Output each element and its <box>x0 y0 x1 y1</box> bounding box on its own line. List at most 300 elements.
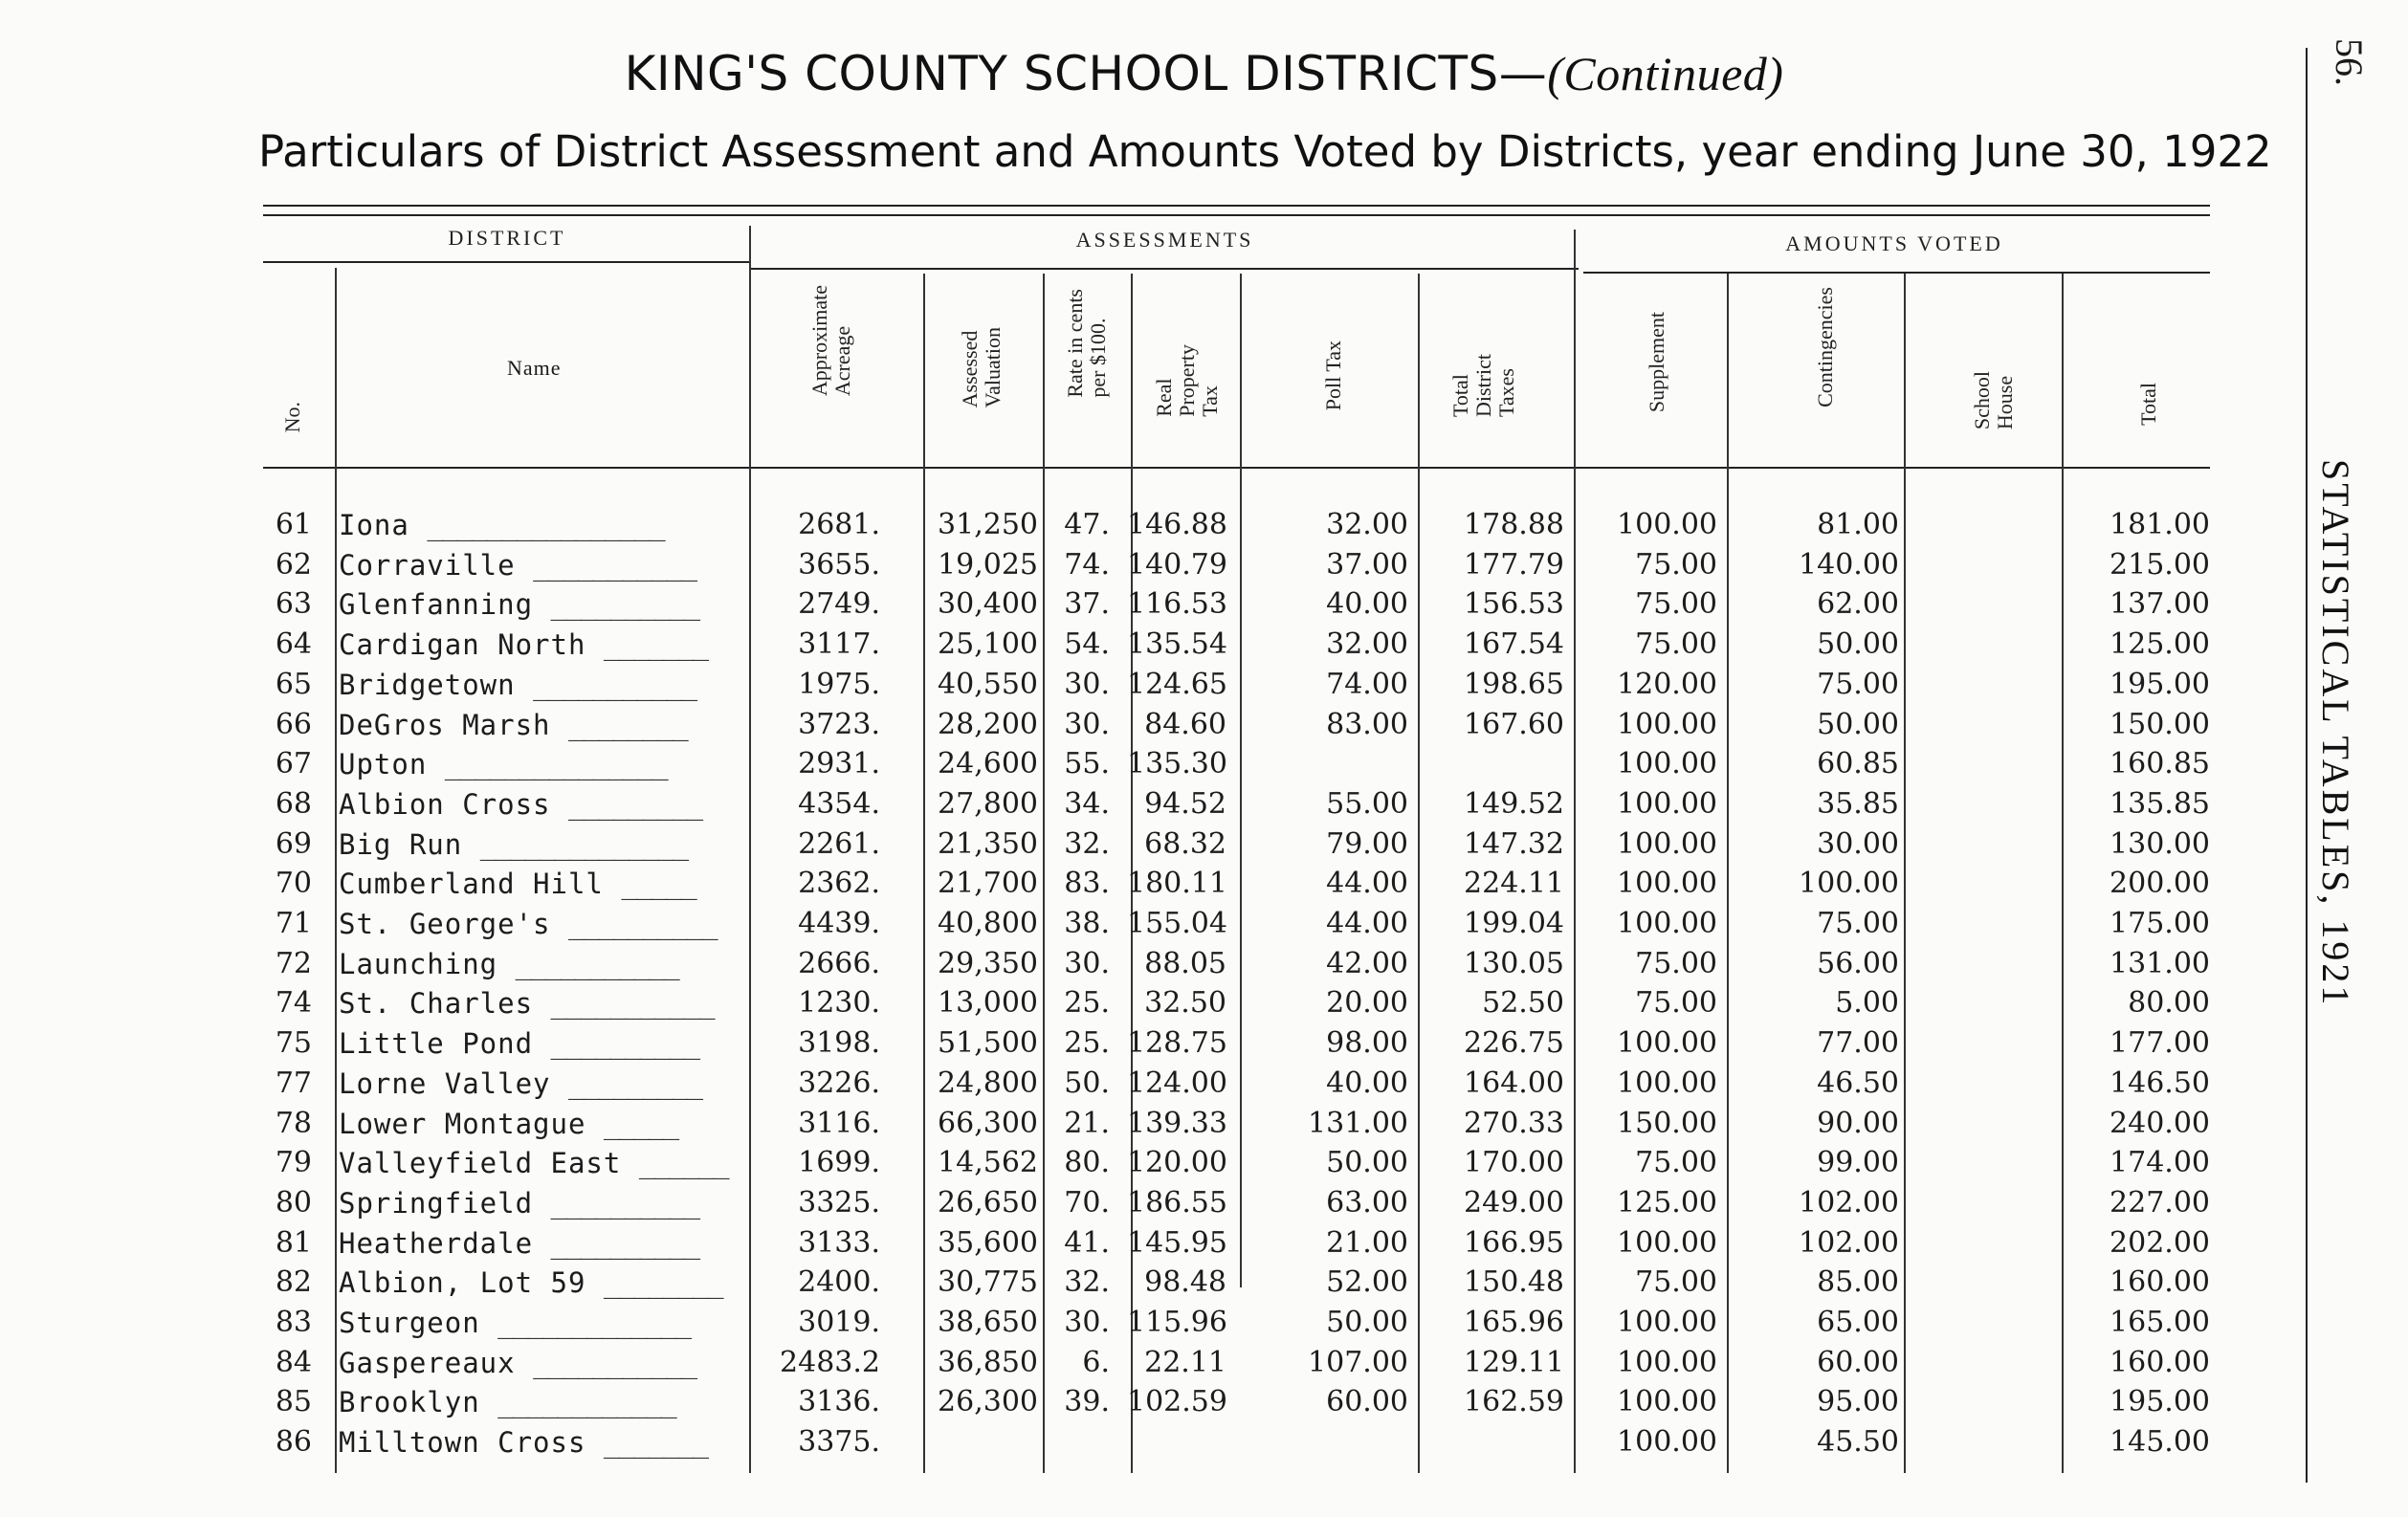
col-name: Name <box>507 356 562 380</box>
supplement-cell: 100.00 <box>1617 867 1717 901</box>
group-rule-assessments <box>751 268 1579 270</box>
valuation-cell: 40,550 <box>938 667 1038 701</box>
total-taxes-cell: 156.53 <box>1464 587 1564 622</box>
acreage-cell: 2400. <box>798 1265 880 1300</box>
real-tax-cell: 116.53 <box>1127 587 1227 622</box>
total-taxes-cell: 178.88 <box>1464 508 1564 541</box>
district-name: Glenfanning <box>339 588 534 622</box>
poll-tax-cell: 42.00 <box>1326 946 1408 980</box>
leader-dots: _____ <box>603 1107 678 1140</box>
leader-dots: _______ <box>603 1426 708 1460</box>
district-name-cell <box>339 1104 736 1144</box>
total-voted-cell: 200.00 <box>2110 867 2210 901</box>
rate-cell: 70. <box>1064 1185 1110 1220</box>
contingencies-cell: 100.00 <box>1799 867 1899 901</box>
col-supplement: Supplement <box>1645 312 1668 413</box>
valuation-cell: 28,200 <box>938 707 1038 741</box>
contingencies-cell: 75.00 <box>1817 907 1899 940</box>
valuation-cell: 21,350 <box>938 826 1038 861</box>
rate-cell: 38. <box>1064 907 1110 940</box>
acreage-cell: 3723. <box>798 707 880 741</box>
table-row <box>0 1223 2334 1264</box>
valuation-cell: 19,025 <box>938 547 1038 582</box>
rate-cell: 37. <box>1064 587 1110 622</box>
supplement-cell: 100.00 <box>1617 1385 1717 1419</box>
valuation-cell: 36,850 <box>938 1345 1038 1379</box>
valuation-cell: 30,400 <box>938 587 1038 622</box>
col-school-house: School House <box>1970 371 2017 430</box>
district-no: 83 <box>275 1306 312 1339</box>
total-taxes-cell: 149.52 <box>1464 786 1564 821</box>
real-tax-cell: 98.48 <box>1144 1265 1226 1300</box>
valuation-cell: 31,250 <box>938 508 1038 541</box>
col-contingencies: Contingencies <box>1813 287 1837 407</box>
supplement-cell: 75.00 <box>1635 587 1717 622</box>
total-voted-cell: 227.00 <box>2110 1185 2210 1220</box>
leader-dots: ______ <box>638 1147 728 1180</box>
col-total-taxes: Total District Taxes <box>1448 354 1518 417</box>
district-name-cell <box>339 665 736 705</box>
supplement-cell: 100.00 <box>1617 826 1717 861</box>
district-name-cell <box>339 864 736 904</box>
district-name-cell <box>339 625 736 665</box>
supplement-cell: 100.00 <box>1617 1306 1717 1339</box>
leader-dots: _____ <box>621 868 696 901</box>
poll-tax-cell: 131.00 <box>1308 1106 1408 1140</box>
valuation-cell: 29,350 <box>938 946 1038 980</box>
leader-dots: ___________ <box>533 1346 696 1379</box>
real-tax-cell: 88.05 <box>1144 946 1226 980</box>
acreage-cell: 2931. <box>798 747 880 781</box>
leader-dots: ___________ <box>515 947 678 980</box>
table-row <box>0 705 2334 745</box>
district-name-cell <box>339 505 736 545</box>
table-row <box>0 904 2334 944</box>
total-voted-cell: 195.00 <box>2110 667 2210 701</box>
real-tax-cell: 115.96 <box>1127 1306 1227 1339</box>
total-voted-cell: 125.00 <box>2110 627 2210 662</box>
leader-dots: __________ <box>550 588 699 622</box>
district-name: Springfield <box>339 1186 534 1220</box>
district-name-cell <box>339 1382 736 1422</box>
district-name-cell <box>339 705 736 745</box>
total-taxes-cell: 164.00 <box>1464 1066 1564 1100</box>
total-taxes-cell: 249.00 <box>1464 1185 1564 1220</box>
supplement-cell: 75.00 <box>1635 986 1717 1021</box>
group-assessments: ASSESSMENTS <box>1075 228 1254 252</box>
poll-tax-cell: 98.00 <box>1326 1026 1408 1061</box>
acreage-cell: 2362. <box>798 867 880 901</box>
table-row <box>0 983 2334 1023</box>
acreage-cell: 2483.2 <box>780 1345 880 1379</box>
real-tax-cell: 155.04 <box>1127 907 1227 940</box>
total-voted-cell: 131.00 <box>2110 946 2210 980</box>
supplement-cell: 100.00 <box>1617 747 1717 781</box>
rate-cell: 54. <box>1064 627 1110 662</box>
rate-cell: 32. <box>1064 1265 1110 1300</box>
acreage-cell: 3198. <box>798 1026 880 1061</box>
total-voted-cell: 160.85 <box>2110 747 2210 781</box>
leader-dots: ____________ <box>497 1386 675 1419</box>
district-name-cell <box>339 584 736 625</box>
contingencies-cell: 60.00 <box>1817 1345 1899 1379</box>
poll-tax-cell: 50.00 <box>1326 1146 1408 1180</box>
table-row <box>0 1183 2334 1223</box>
real-tax-cell: 146.88 <box>1127 508 1227 541</box>
district-name: Gaspereaux <box>339 1346 516 1379</box>
leader-dots: __________ <box>567 908 717 940</box>
real-tax-cell: 94.52 <box>1144 786 1226 821</box>
rate-cell: 47. <box>1064 508 1110 541</box>
valuation-cell: 26,650 <box>938 1185 1038 1220</box>
real-tax-cell: 124.00 <box>1127 1066 1227 1100</box>
acreage-cell: 3019. <box>798 1306 880 1339</box>
real-tax-cell: 186.55 <box>1127 1185 1227 1220</box>
rate-cell: 30. <box>1064 946 1110 980</box>
leader-dots: ___________ <box>550 987 714 1021</box>
district-name-cell <box>339 1064 736 1104</box>
rate-cell: 21. <box>1064 1106 1110 1140</box>
district-no: 62 <box>275 547 312 582</box>
district-no: 71 <box>275 907 312 940</box>
col-real-tax: Real Property Tax <box>1152 344 1222 417</box>
district-name-cell <box>339 744 736 784</box>
total-taxes-cell: 226.75 <box>1464 1026 1564 1061</box>
side-heading: STATISTICAL TABLES, 1921 <box>2314 459 2357 1008</box>
real-tax-cell: 22.11 <box>1144 1345 1226 1379</box>
real-tax-cell: 32.50 <box>1144 986 1226 1021</box>
total-voted-cell: 80.00 <box>2128 986 2210 1021</box>
poll-tax-cell: 40.00 <box>1326 1066 1408 1100</box>
acreage-cell: 3226. <box>798 1066 880 1100</box>
supplement-cell: 75.00 <box>1635 1146 1717 1180</box>
district-name: Launching <box>339 947 498 980</box>
acreage-cell: 3375. <box>798 1425 880 1460</box>
valuation-cell: 24,600 <box>938 747 1038 781</box>
leader-dots: ________ <box>567 708 687 741</box>
valuation-cell: 14,562 <box>938 1146 1038 1180</box>
poll-tax-cell: 55.00 <box>1326 786 1408 821</box>
title-main: KING'S COUNTY SCHOOL DISTRICTS— <box>624 46 1548 101</box>
district-no: 70 <box>275 867 312 901</box>
supplement-cell: 100.00 <box>1617 786 1717 821</box>
district-name: Little Pond <box>339 1027 534 1061</box>
supplement-cell: 75.00 <box>1635 946 1717 980</box>
valuation-cell: 38,650 <box>938 1306 1038 1339</box>
total-taxes-cell: 198.65 <box>1464 667 1564 701</box>
rate-cell: 41. <box>1064 1225 1110 1260</box>
table-row <box>0 1064 2334 1104</box>
rate-cell: 55. <box>1064 747 1110 781</box>
poll-tax-cell: 107.00 <box>1308 1345 1408 1379</box>
total-voted-cell: 240.00 <box>2110 1106 2210 1140</box>
real-tax-cell: 140.79 <box>1127 547 1227 582</box>
valuation-cell: 26,300 <box>938 1385 1038 1419</box>
valuation-cell: 13,000 <box>938 986 1038 1021</box>
total-taxes-cell: 150.48 <box>1464 1265 1564 1300</box>
district-name-cell <box>339 784 736 824</box>
total-taxes-cell: 165.96 <box>1464 1306 1564 1339</box>
total-taxes-cell: 52.50 <box>1482 986 1564 1021</box>
acreage-cell: 2261. <box>798 826 880 861</box>
supplement-cell: 75.00 <box>1635 547 1717 582</box>
header-top-rule-2 <box>263 214 2210 216</box>
district-name: St. George's <box>339 908 551 940</box>
col-acreage: Approximate Acreage <box>807 285 854 397</box>
district-no: 72 <box>275 946 312 980</box>
rate-cell: 30. <box>1064 707 1110 741</box>
district-no: 68 <box>275 786 312 821</box>
table-row <box>0 505 2334 545</box>
total-voted-cell: 150.00 <box>2110 707 2210 741</box>
leader-dots: __________ <box>550 1226 699 1260</box>
leader-dots: ___________ <box>533 548 696 582</box>
contingencies-cell: 90.00 <box>1817 1106 1899 1140</box>
contingencies-cell: 65.00 <box>1817 1306 1899 1339</box>
district-no: 81 <box>275 1225 312 1260</box>
poll-tax-cell: 32.00 <box>1326 508 1408 541</box>
acreage-cell: 3325. <box>798 1185 880 1220</box>
district-no: 67 <box>275 747 312 781</box>
poll-tax-cell: 83.00 <box>1326 707 1408 741</box>
district-name-cell <box>339 1422 736 1462</box>
district-no: 77 <box>275 1066 312 1100</box>
district-name: Upton <box>339 748 428 781</box>
total-taxes-cell: 129.11 <box>1464 1345 1564 1379</box>
acreage-cell: 2666. <box>798 946 880 980</box>
acreage-cell: 3136. <box>798 1385 880 1419</box>
district-name-cell <box>339 944 736 984</box>
acreage-cell: 3117. <box>798 627 880 662</box>
district-name: Bridgetown <box>339 668 516 701</box>
leader-dots: ________ <box>603 1266 722 1300</box>
table-row <box>0 1143 2334 1183</box>
district-name: Albion Cross <box>339 787 551 821</box>
district-name: Sturgeon <box>339 1307 480 1339</box>
contingencies-cell: 102.00 <box>1799 1185 1899 1220</box>
contingencies-cell: 50.00 <box>1817 627 1899 662</box>
valuation-cell: 21,700 <box>938 867 1038 901</box>
district-name-cell <box>339 1343 736 1383</box>
total-voted-cell: 165.00 <box>2110 1306 2210 1339</box>
table-row <box>0 744 2334 784</box>
poll-tax-cell: 40.00 <box>1326 587 1408 622</box>
acreage-cell: 2749. <box>798 587 880 622</box>
supplement-cell: 150.00 <box>1617 1106 1717 1140</box>
leader-dots: ___________ <box>533 668 696 701</box>
district-name: Albion, Lot 59 <box>339 1266 586 1300</box>
district-no: 66 <box>275 707 312 741</box>
district-no: 82 <box>275 1265 312 1300</box>
table-row <box>0 824 2334 865</box>
district-no: 85 <box>275 1385 312 1419</box>
total-voted-cell: 160.00 <box>2110 1265 2210 1300</box>
district-name: Cardigan North <box>339 628 586 662</box>
poll-tax-cell: 74.00 <box>1326 667 1408 701</box>
group-amounts-voted: AMOUNTS VOTED <box>1785 231 2003 255</box>
leader-dots: __________ <box>550 1027 699 1061</box>
total-voted-cell: 215.00 <box>2110 547 2210 582</box>
valuation-cell: 40,800 <box>938 907 1038 940</box>
col-poll-tax: Poll Tax <box>1321 341 1345 411</box>
poll-tax-cell: 44.00 <box>1326 907 1408 940</box>
district-name: Lorne Valley <box>339 1066 551 1100</box>
district-no: 64 <box>275 627 312 662</box>
rate-cell: 50. <box>1064 1066 1110 1100</box>
acreage-cell: 1699. <box>798 1146 880 1180</box>
district-name: Valleyfield East <box>339 1147 622 1180</box>
acreage-cell: 3655. <box>798 547 880 582</box>
real-tax-cell: 102.59 <box>1127 1385 1227 1419</box>
district-no: 79 <box>275 1146 312 1180</box>
district-no: 86 <box>275 1425 312 1460</box>
total-voted-cell: 137.00 <box>2110 587 2210 622</box>
district-name-cell <box>339 1223 736 1264</box>
district-name: Cumberland Hill <box>339 868 604 901</box>
acreage-cell: 4439. <box>798 907 880 940</box>
table-row <box>0 1263 2334 1303</box>
table-row <box>0 1104 2334 1144</box>
valuation-cell: 24,800 <box>938 1066 1038 1100</box>
poll-tax-cell: 63.00 <box>1326 1185 1408 1220</box>
rate-cell: 74. <box>1064 547 1110 582</box>
total-taxes-cell: 177.79 <box>1464 547 1564 582</box>
district-no: 75 <box>275 1026 312 1061</box>
leader-dots: _________ <box>567 1066 702 1100</box>
contingencies-cell: 140.00 <box>1799 547 1899 582</box>
total-taxes-cell: 167.60 <box>1464 707 1564 741</box>
valuation-cell: 25,100 <box>938 627 1038 662</box>
contingencies-cell: 5.00 <box>1835 986 1899 1021</box>
leader-dots: ______________ <box>479 827 688 861</box>
table-row <box>0 1422 2334 1462</box>
district-name: Heatherdale <box>339 1226 534 1260</box>
supplement-cell: 100.00 <box>1617 1225 1717 1260</box>
table-row <box>0 545 2334 585</box>
total-voted-cell: 130.00 <box>2110 826 2210 861</box>
district-name: Iona <box>339 509 409 541</box>
real-tax-cell: 145.95 <box>1127 1225 1227 1260</box>
district-name-cell <box>339 1263 736 1303</box>
district-no: 61 <box>275 508 312 541</box>
total-voted-cell: 160.00 <box>2110 1345 2210 1379</box>
total-taxes-cell: 199.04 <box>1464 907 1564 940</box>
total-taxes-cell: 270.33 <box>1464 1106 1564 1140</box>
table-row <box>0 1303 2334 1343</box>
title-continued: (Continued) <box>1547 47 1784 100</box>
contingencies-cell: 56.00 <box>1817 946 1899 980</box>
rate-cell: 32. <box>1064 826 1110 861</box>
valuation-cell: 66,300 <box>938 1106 1038 1140</box>
acreage-cell: 3133. <box>798 1225 880 1260</box>
district-name: Brooklyn <box>339 1386 480 1419</box>
leader-dots: _______________ <box>444 748 667 781</box>
district-name: DeGros Marsh <box>339 708 551 741</box>
district-name: Lower Montague <box>339 1107 586 1140</box>
supplement-cell: 100.00 <box>1617 1066 1717 1100</box>
contingencies-cell: 62.00 <box>1817 587 1899 622</box>
table-row <box>0 1382 2334 1422</box>
valuation-cell: 51,500 <box>938 1026 1038 1061</box>
real-tax-cell: 180.11 <box>1127 867 1227 901</box>
rate-cell: 25. <box>1064 986 1110 1021</box>
rate-cell: 80. <box>1064 1146 1110 1180</box>
total-voted-cell: 181.00 <box>2110 508 2210 541</box>
group-rule-district <box>263 261 751 263</box>
contingencies-cell: 60.85 <box>1817 747 1899 781</box>
table-row <box>0 625 2334 665</box>
table-row <box>0 784 2334 824</box>
contingencies-cell: 95.00 <box>1817 1385 1899 1419</box>
total-voted-cell: 177.00 <box>2110 1026 2210 1061</box>
real-tax-cell: 68.32 <box>1144 826 1226 861</box>
total-voted-cell: 145.00 <box>2110 1425 2210 1460</box>
district-name-cell <box>339 1303 736 1343</box>
poll-tax-cell: 21.00 <box>1326 1225 1408 1260</box>
supplement-cell: 100.00 <box>1617 508 1717 541</box>
page-subtitle: Particulars of District Assessment and Amounts Voted by Districts, year ending June 30, 1922 <box>258 126 2272 177</box>
district-no: 65 <box>275 667 312 701</box>
real-tax-cell: 124.65 <box>1127 667 1227 701</box>
poll-tax-cell: 60.00 <box>1326 1385 1408 1419</box>
supplement-cell: 100.00 <box>1617 1026 1717 1061</box>
district-name: St. Charles <box>339 987 534 1021</box>
district-no: 80 <box>275 1185 312 1220</box>
district-no: 69 <box>275 826 312 861</box>
leader-dots: _______ <box>603 628 708 662</box>
total-voted-cell: 135.85 <box>2110 786 2210 821</box>
table-row <box>0 1343 2334 1383</box>
total-taxes-cell: 147.32 <box>1464 826 1564 861</box>
contingencies-cell: 99.00 <box>1817 1146 1899 1180</box>
poll-tax-cell: 50.00 <box>1326 1306 1408 1339</box>
total-taxes-cell: 170.00 <box>1464 1146 1564 1180</box>
total-taxes-cell: 130.05 <box>1464 946 1564 980</box>
total-voted-cell: 174.00 <box>2110 1146 2210 1180</box>
poll-tax-cell: 37.00 <box>1326 547 1408 582</box>
contingencies-cell: 102.00 <box>1799 1225 1899 1260</box>
district-name: Corraville <box>339 548 516 582</box>
leader-dots: __________ <box>550 1186 699 1220</box>
total-taxes-cell: 224.11 <box>1464 867 1564 901</box>
supplement-cell: 100.00 <box>1617 907 1717 940</box>
page-number: 56. <box>2328 38 2371 86</box>
supplement-cell: 75.00 <box>1635 627 1717 662</box>
leader-dots: _____________ <box>497 1307 691 1339</box>
valuation-cell: 27,800 <box>938 786 1038 821</box>
table-row <box>0 944 2334 984</box>
district-no: 84 <box>275 1345 312 1379</box>
page-title <box>0 46 2408 101</box>
real-tax-cell: 139.33 <box>1127 1106 1227 1140</box>
valuation-cell: 35,600 <box>938 1225 1038 1260</box>
real-tax-cell: 135.30 <box>1127 747 1227 781</box>
acreage-cell: 1975. <box>798 667 880 701</box>
poll-tax-cell: 44.00 <box>1326 867 1408 901</box>
poll-tax-cell: 79.00 <box>1326 826 1408 861</box>
contingencies-cell: 45.50 <box>1817 1425 1899 1460</box>
col-no: No. <box>280 402 304 433</box>
rate-cell: 39. <box>1064 1385 1110 1419</box>
poll-tax-cell: 20.00 <box>1326 986 1408 1021</box>
header-bottom-rule <box>263 467 2210 469</box>
poll-tax-cell: 52.00 <box>1326 1265 1408 1300</box>
poll-tax-cell: 32.00 <box>1326 627 1408 662</box>
total-voted-cell: 175.00 <box>2110 907 2210 940</box>
rate-cell: 6. <box>1082 1345 1110 1379</box>
district-name-cell <box>339 545 736 585</box>
table-row <box>0 584 2334 625</box>
